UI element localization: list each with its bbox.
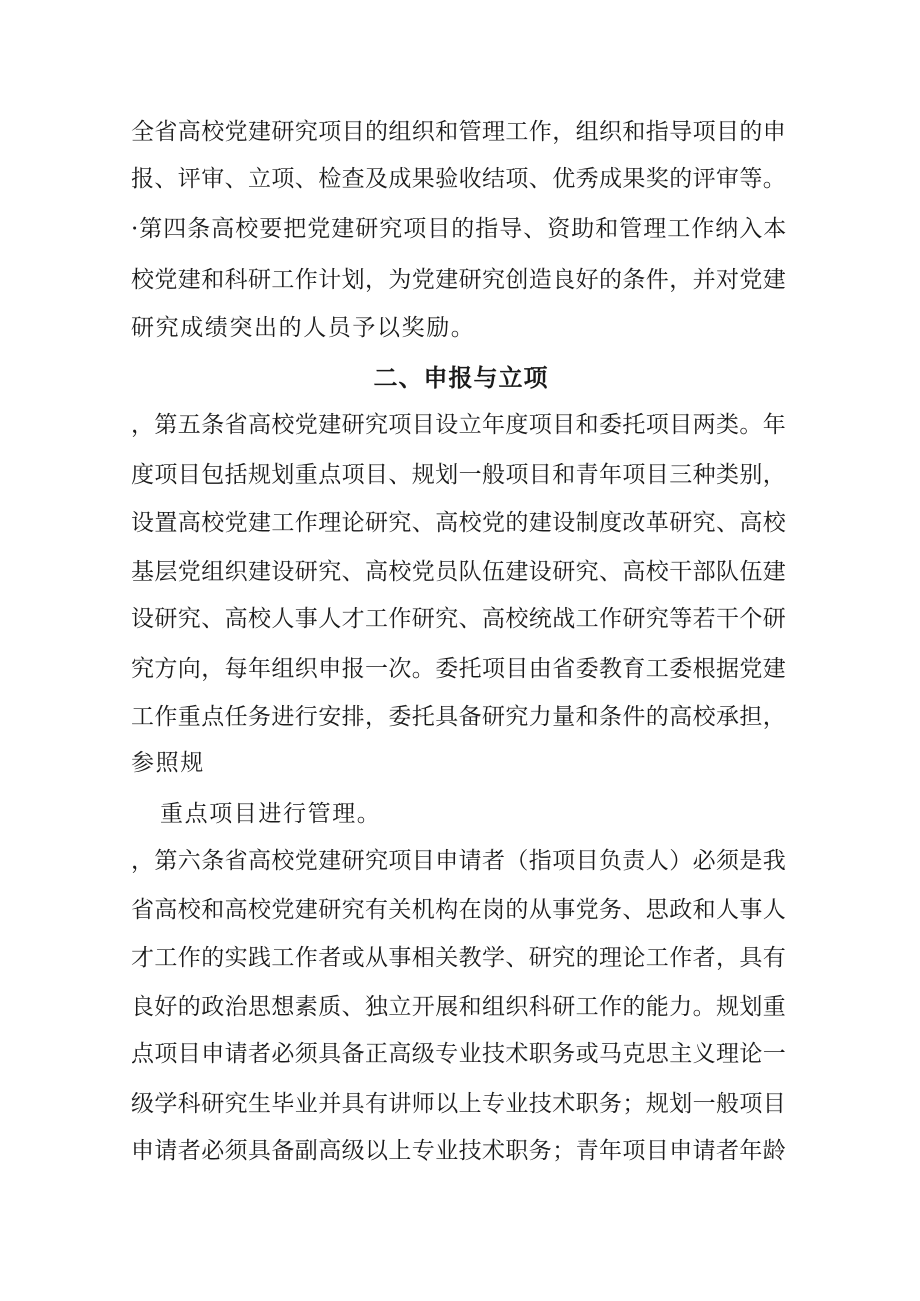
paragraph-line: 校党建和科研工作计划，为党建研究创造良好的条件，并对党建 (131, 267, 787, 293)
paragraph-line: ，第五条省高校党建研究项目设立年度项目和委托项目两类。年 (131, 412, 787, 438)
paragraph-line: 度项目包括规划重点项目、规划一般项目和青年项目三种类别， (131, 462, 787, 488)
paragraph-line: 设研究、高校人事人才工作研究、高校统战工作研究等若干个研 (131, 606, 787, 632)
paragraph-line-indented: 重点项目进行管理。 (160, 801, 382, 827)
paragraph-line: 省高校和高校党建研究有关机构在岗的从事党务、思政和人事人 (131, 897, 787, 923)
section-heading: 二、申报与立项 (373, 364, 549, 392)
paragraph-line: 研究成绩突出的人员予以奖励。 (131, 315, 476, 341)
paragraph-line: ，第六条省高校党建研究项目申请者（指项目负责人）必须是我 (131, 848, 787, 874)
paragraph-line: ·第四条高校要把党建研究项目的指导、资助和管理工作纳入本 (131, 216, 788, 242)
paragraph-line: 究方向，每年组织申报一次。委托项目由省委教育工委根据党建 (131, 656, 787, 682)
paragraph-line: 良好的政治思想素质、独立开展和组织科研工作的能力。规划重 (131, 994, 787, 1020)
paragraph-line: 级学科研究生毕业并具有讲师以上专业技术职务；规划一般项目 (131, 1091, 787, 1117)
paragraph-line: 工作重点任务进行安排，委托具备研究力量和条件的高校承担， (131, 704, 787, 730)
paragraph-line: 设置高校党建工作理论研究、高校党的建设制度改革研究、高校 (131, 510, 787, 536)
paragraph-line: 参照规 (131, 750, 205, 776)
paragraph-line: 申请者必须具备副高级以上专业技术职务；青年项目申请者年龄 (131, 1138, 787, 1164)
paragraph-line: 全省高校党建研究项目的组织和管理工作，组织和指导项目的申 (131, 119, 787, 145)
paragraph-line: 基层党组织建设研究、高校党员队伍建设研究、高校干部队伍建 (131, 559, 787, 585)
paragraph-line: 报、评审、立项、检查及成果验收结项、优秀成果奖的评审等。 (131, 166, 787, 192)
paragraph-line: 点项目申请者必须具备正高级专业技术职务或马克思主义理论一 (131, 1041, 787, 1067)
paragraph-line: 才工作的实践工作者或从事相关教学、研究的理论工作者，具有 (131, 945, 787, 971)
